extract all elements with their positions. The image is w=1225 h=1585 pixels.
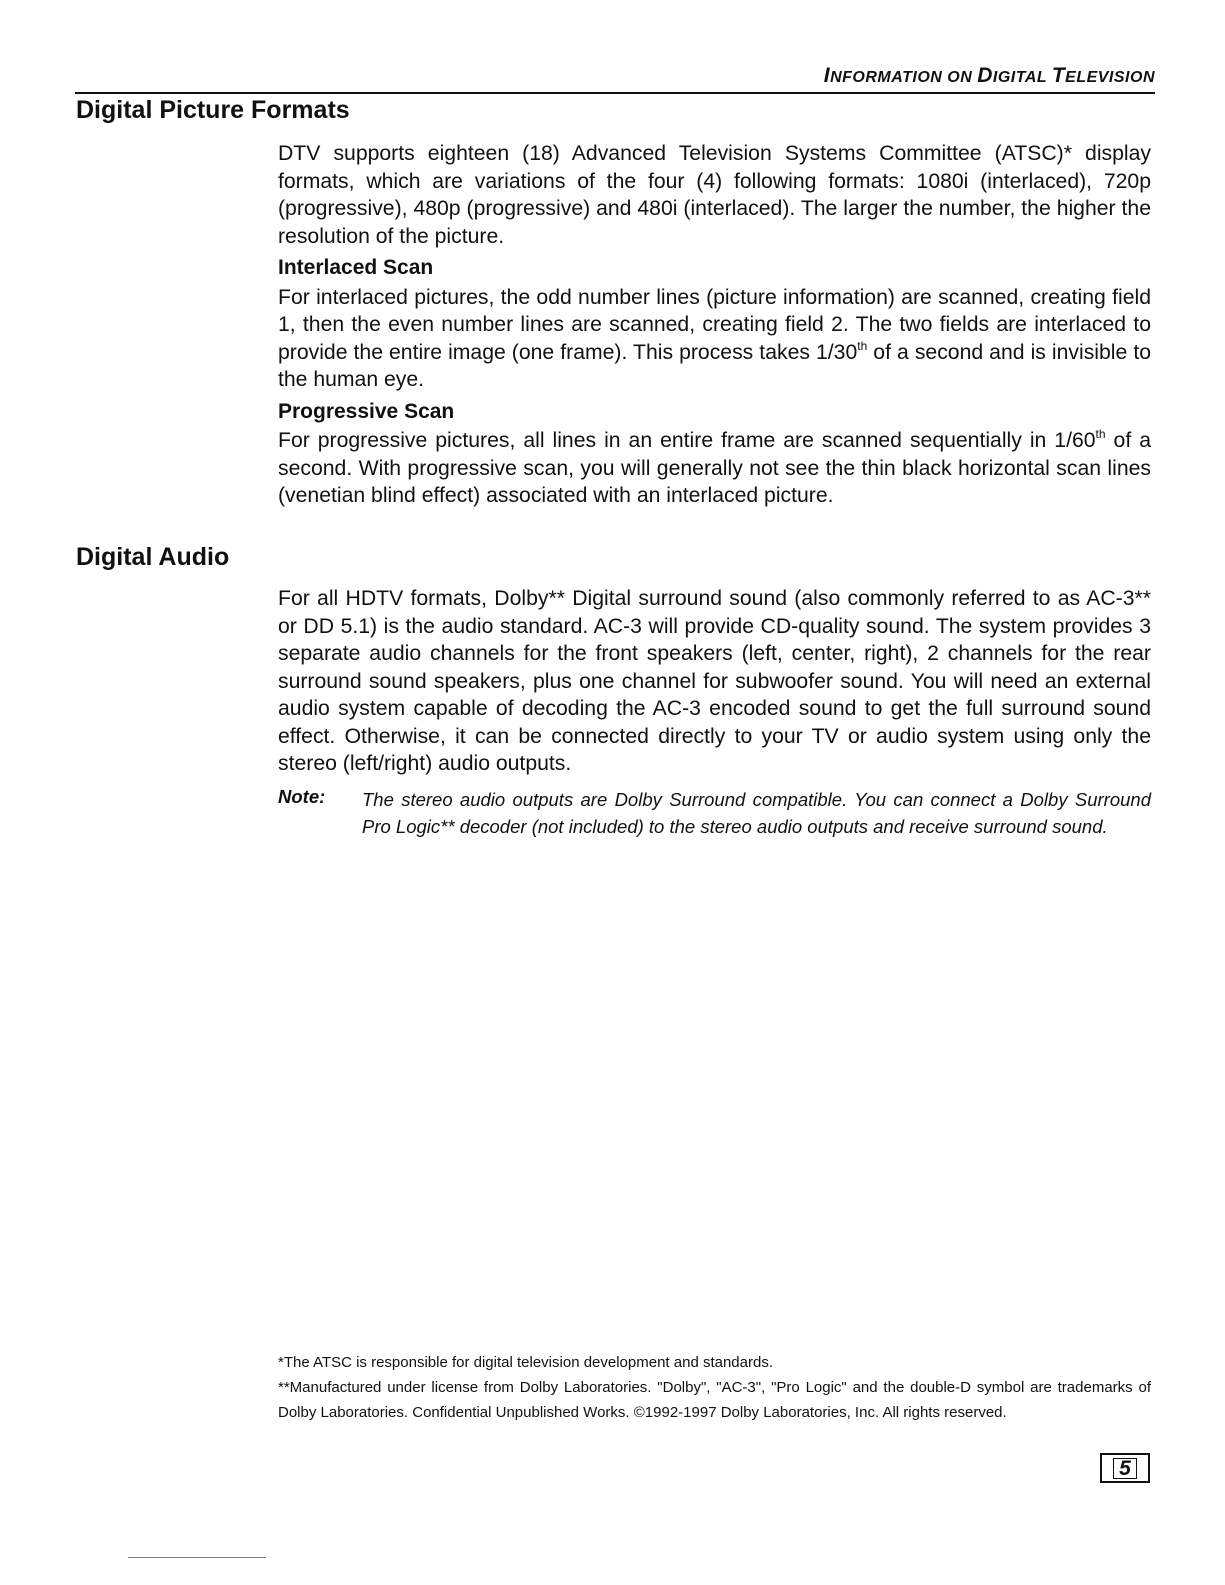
picture-formats-body	[278, 140, 1151, 510]
header-word-4: ELEVISION	[1065, 69, 1155, 86]
progressive-text-a: For progressive pictures, all lines in an entire frame are scanned sequentially in 1/60	[278, 429, 1096, 452]
progressive-superscript: th	[1095, 427, 1106, 441]
header-word-1: NFORMATION	[830, 69, 948, 86]
progressive-text-b: of a second. With progressive scan, you will generally not see the thin black horizontal scan lines (venetian blind effect) associated with an interlaced picture.	[278, 429, 1151, 507]
section-title-digital-audio: Digital Audio	[76, 543, 230, 571]
footnote-atsc: *The ATSC is responsible for digital television development and standards.	[278, 1354, 773, 1371]
footnote-dolby: **Manufactured under license from Dolby Laboratories. "Dolby", "AC-3", "Pro Logic" and the double-D symbol are trademarks of Dolby Laboratories. Confidential Unpublished Works. ©1992-1997 Dolby Laboratories, Inc. All rights reserved.	[278, 1379, 1151, 1421]
note-label: Note:	[278, 786, 326, 807]
header-word-2: ON	[947, 69, 978, 86]
running-header	[824, 64, 1155, 88]
footnotes	[278, 1350, 1151, 1425]
note-block	[278, 786, 1151, 870]
interlaced-scan-heading: Interlaced Scan	[278, 256, 434, 279]
picture-formats-intro: DTV supports eighteen (18) Advanced Television Systems Committee (ATSC)* display formats, which are variations of the four (4) following formats: 1080i (interlaced), 720p (progressive), 480p (progressive) and 480i (interlaced). The larger the number, the higher the resolution of the picture.	[278, 142, 1151, 248]
header-word-3: IGITAL	[992, 69, 1052, 86]
header-cap-3: T	[1051, 64, 1066, 87]
interlaced-superscript: th	[857, 338, 868, 353]
interlaced-text-a: For interlaced pictures, the odd number lines (picture information) are scanned, creating field 1, then the even number lines are scanned, creating field 2. The two fields are interlaced to provide the entire image (one frame). This process takes 1/30	[278, 285, 1151, 364]
progressive-scan-text	[278, 427, 1151, 510]
interlaced-scan-text	[278, 284, 1151, 394]
digital-audio-text: For all HDTV formats, Dolby** Digital surround sound (also commonly referred to as AC-3** or DD 5.1) is the audio standard. AC-3 will provide CD-quality sound. The system provides 3 separate audio channels for the front speakers (left, center, right), 2 channels for the rear surround sound speakers, plus one channel for subwoofer sound. You will need an external audio system capable of decoding the AC-3 encoded sound to get the full surround sound effect. Otherwise, it can be connected directly to your TV or audio system using only the stereo (left/right) audio outputs.	[278, 587, 1151, 775]
page-number: 5	[1113, 1458, 1137, 1479]
page-number-box	[1100, 1453, 1150, 1483]
note-text: The stereo audio outputs are Dolby Surround compatible. You can connect a Dolby Surround Pro Logic** decoder (not included) to the stereo audio outputs and receive surround sound.	[362, 789, 1151, 837]
bottom-rule	[128, 1557, 266, 1558]
header-cap-1: I	[823, 64, 831, 87]
progressive-scan-heading: Progressive Scan	[278, 399, 455, 423]
digital-audio-body	[278, 585, 1151, 778]
interlaced-text-b: of a second and is invisible to the human eye.	[278, 340, 1151, 391]
header-rule	[75, 92, 1155, 94]
section-title-picture-formats: Digital Picture Formats	[76, 96, 350, 124]
header-cap-2: D	[977, 64, 993, 87]
